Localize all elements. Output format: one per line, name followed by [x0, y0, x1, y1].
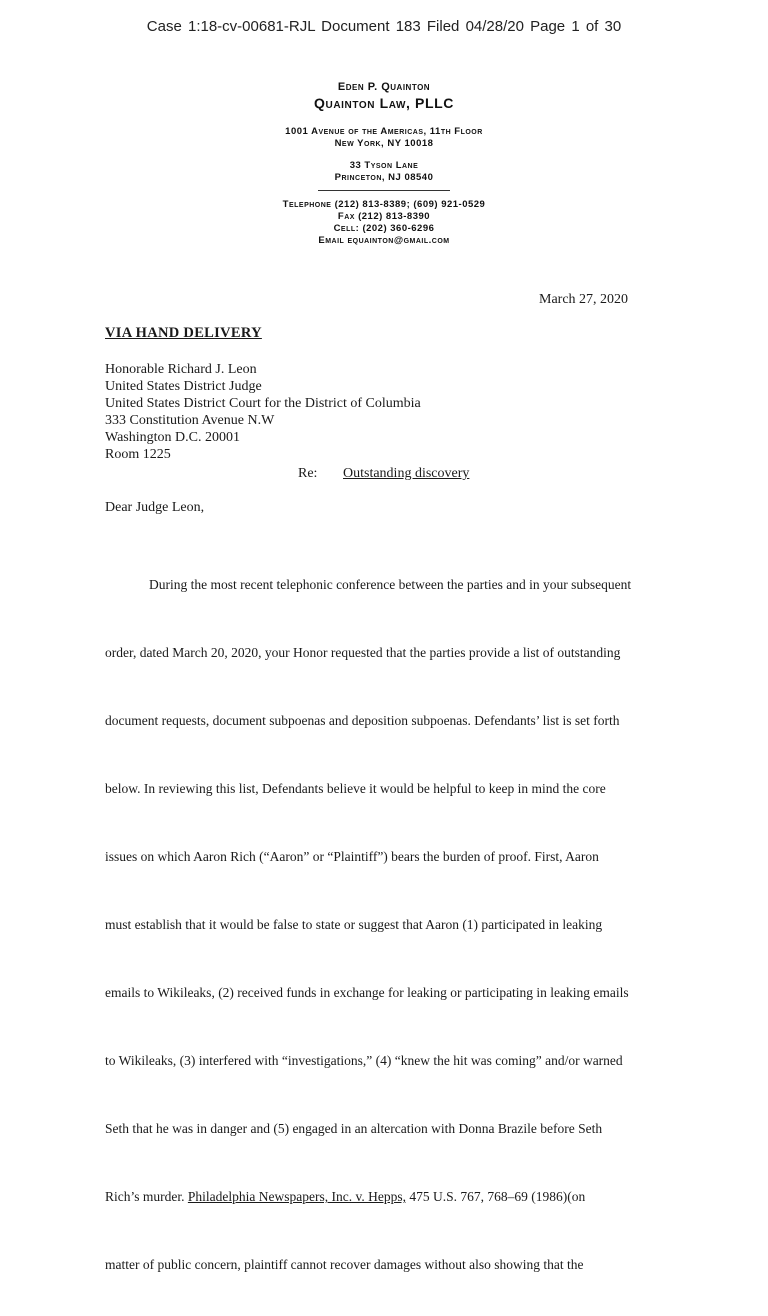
- letter-date: March 27, 2020: [539, 292, 629, 307]
- body-line: to Wikileaks, (3) interfered with “investigations,” (4) “knew the hit was coming” and/or warned: [105, 1053, 623, 1068]
- letterhead-divider: [318, 190, 450, 191]
- body-line: document requests, document subpoenas and deposition subpoenas. Defendants’ list is set forth: [105, 713, 620, 728]
- recipient-line: Washington D.C. 20001: [105, 430, 240, 445]
- letter-body: [105, 534, 675, 1316]
- body-line: During the most recent telephonic conference between the parties and in your subsequent: [149, 577, 632, 592]
- recipient-line: United States District Judge: [105, 379, 262, 394]
- body-line: must establish that it would be false to state or suggest that Aaron (1) participated in leaking: [105, 917, 603, 932]
- email: Email equainton@gmail.com: [318, 235, 450, 246]
- fax: Fax (212) 813-8390: [337, 211, 431, 222]
- attorney-name: Eden P. Quainton: [337, 81, 431, 93]
- recipient-line: Honorable Richard J. Leon: [105, 362, 257, 377]
- recipient-line: United States District Court for the District of Columbia: [105, 396, 421, 411]
- body-line: below. In reviewing this list, Defendants believe it would be helpful to keep in mind the core: [105, 781, 606, 796]
- cell: Cell: (202) 360-6296: [333, 223, 435, 234]
- body-line: emails to Wikileaks, (2) received funds in exchange for leaking or participating in leaking emails: [105, 985, 629, 1000]
- delivery-method: VIA HAND DELIVERY: [105, 325, 262, 341]
- address2-line2: Princeton, NJ 08540: [334, 172, 434, 183]
- body-line: matter of public concern, plaintiff cannot recover damages without also showing that the: [105, 1257, 584, 1272]
- firm-name: Quainton Law, PLLC: [314, 95, 454, 111]
- recipient-line: Room 1225: [105, 447, 171, 462]
- salutation: Dear Judge Leon,: [105, 500, 205, 515]
- body-line: Rich’s murder. Philadelphia Newspapers, Inc. v. Hepps, 475 U.S. 767, 768–69 (1986)(on: [105, 1189, 586, 1204]
- recipient-address: [105, 361, 421, 463]
- recipient-line: 333 Constitution Avenue N.W: [105, 413, 275, 428]
- body-line: order, dated March 20, 2020, your Honor requested that the parties provide a list of outstanding: [105, 645, 621, 660]
- case-citation: Philadelphia Newspapers, Inc. v. Hepps,: [187, 1189, 406, 1204]
- re-label: Re:: [298, 466, 318, 481]
- address2-line1: 33 Tyson Lane: [349, 160, 419, 171]
- body-line: issues on which Aaron Rich (“Aaron” or “Plaintiff”) bears the burden of proof. First, Aaron: [105, 849, 599, 864]
- telephone: Telephone (212) 813-8389; (609) 921-0529: [282, 199, 486, 210]
- letterhead: [0, 80, 768, 247]
- re-subject: Outstanding discovery: [343, 466, 470, 481]
- body-line: Seth that he was in danger and (5) engaged in an altercation with Donna Brazile before Seth: [105, 1121, 603, 1136]
- case-header: Case 1:18-cv-00681-RJL Document 183 Filed 04/28/20 Page 1 of 30: [146, 18, 622, 35]
- address1-line1: 1001 Avenue of the Americas, 11th Floor: [285, 126, 483, 137]
- address1-line2: New York, NY 10018: [334, 138, 434, 149]
